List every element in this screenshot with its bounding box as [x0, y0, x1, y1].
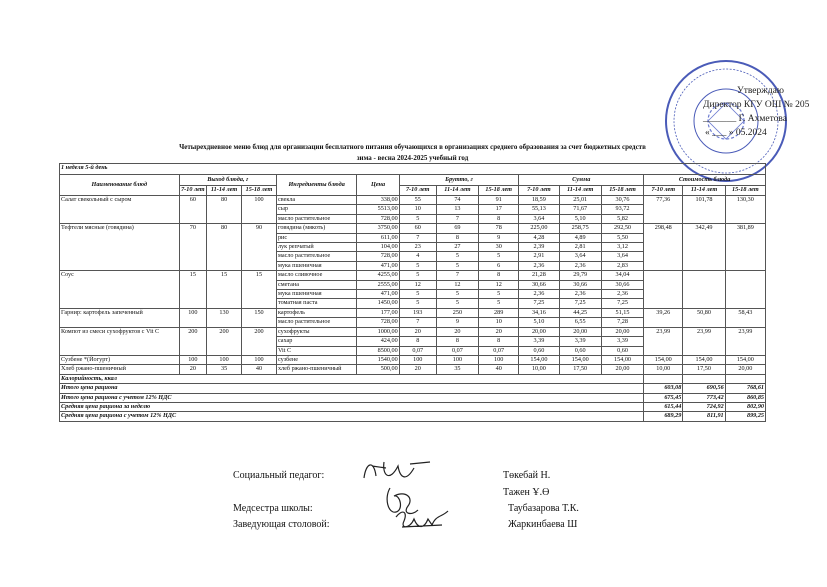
sum-value: 30,66	[601, 280, 643, 289]
dish-cost	[644, 271, 683, 309]
sum-value: 3,12	[601, 243, 643, 252]
sum-value: 29,79	[559, 271, 601, 280]
sum-value: 25,01	[559, 196, 601, 205]
dish-cost: 23,99	[683, 327, 725, 355]
calories-value	[683, 374, 725, 383]
dish-cost: 50,80	[683, 308, 725, 327]
gross-value: 60	[399, 224, 436, 233]
sum-value: 10,00	[519, 365, 559, 374]
name-canteen-head: Жаркинбаева Ш	[508, 519, 578, 530]
gross-value: 7	[399, 233, 436, 242]
gross-value: 193	[399, 308, 436, 317]
sum-value: 34,04	[601, 271, 643, 280]
gross-value: 8	[479, 214, 519, 223]
dish-output: 130	[207, 308, 242, 327]
header-price: Цена	[357, 175, 399, 196]
header-age1: 7-10 лет	[179, 186, 207, 196]
dish-cost: 298,48	[644, 224, 683, 271]
ingredient-name: томатная паста	[276, 299, 356, 308]
sum-value: 154,00	[559, 355, 601, 364]
dish-cost: 130,30	[725, 196, 765, 224]
header-age1: 7-10 лет	[399, 186, 436, 196]
dish-output: 100	[179, 355, 207, 364]
dish-output: 35	[207, 365, 242, 374]
dish-output: 80	[207, 196, 242, 224]
gross-value: 7	[436, 214, 478, 223]
dish-output: 80	[207, 224, 242, 271]
dish-cost: 20,00	[725, 365, 765, 374]
ingredient-price: 471,00	[357, 290, 399, 299]
sum-value: 30,66	[519, 280, 559, 289]
gross-value: 7	[436, 271, 478, 280]
gross-value: 8	[436, 233, 478, 242]
sum-value: 5,82	[601, 214, 643, 223]
gross-value: 13	[436, 205, 478, 214]
sum-value: 2,81	[559, 243, 601, 252]
total-row	[60, 384, 766, 393]
gross-value: 0,07	[436, 346, 478, 355]
name-social-pedagogue: Төкебай Н.	[503, 470, 551, 481]
gross-value: 23	[399, 243, 436, 252]
ingredient-price: 424,00	[357, 337, 399, 346]
ingredient-name: сузбене	[276, 355, 356, 364]
total-label: Средняя цена рациона за неделю	[60, 402, 644, 411]
table-row	[60, 224, 766, 233]
sum-value: 51,15	[601, 308, 643, 317]
sum-value: 30,76	[601, 196, 643, 205]
gross-value: 20	[399, 365, 436, 374]
total-value: 615,44	[644, 402, 683, 411]
gross-value: 5	[436, 252, 478, 261]
calories-label: Калорийность, ккал	[60, 374, 644, 383]
dish-name: Компот из смеси сухофруктов с Vit C	[60, 327, 180, 355]
gross-value: 289	[479, 308, 519, 317]
gross-value: 8	[479, 337, 519, 346]
table-row	[60, 308, 766, 317]
sum-value: 2,36	[559, 261, 601, 270]
header-age2: 11-14 лет	[436, 186, 478, 196]
dish-output: 15	[242, 271, 277, 309]
gross-value: 9	[436, 318, 478, 327]
sum-value: 5,10	[559, 214, 601, 223]
sum-value: 3,64	[519, 214, 559, 223]
ingredient-price: 1000,00	[357, 327, 399, 336]
sum-value: 0,60	[559, 346, 601, 355]
total-label: Итого цена рациона с учетом 12% НДС	[60, 393, 644, 402]
gross-value: 8	[436, 337, 478, 346]
approval-line-1: Утверждаю	[737, 86, 784, 96]
sum-value: 20,00	[519, 327, 559, 336]
gross-value: 5	[399, 261, 436, 270]
ingredient-price: 728,00	[357, 318, 399, 327]
sum-value: 154,00	[519, 355, 559, 364]
document-title	[60, 142, 765, 164]
menu-table	[59, 163, 766, 422]
calories-row	[60, 374, 766, 383]
header-age2: 11-14 лет	[559, 186, 601, 196]
sum-value: 225,00	[519, 224, 559, 233]
gross-value: 20	[399, 327, 436, 336]
dish-cost: 101,78	[683, 196, 725, 224]
ingredient-price: 104,00	[357, 243, 399, 252]
gross-value: 4	[399, 252, 436, 261]
sum-value: 3,39	[559, 337, 601, 346]
name-social-pedagogue-2: Тажен Ұ.Ө	[503, 487, 550, 498]
sum-value: 34,16	[519, 308, 559, 317]
ingredient-price: 2555,00	[357, 280, 399, 289]
ingredient-price: 4255,00	[357, 271, 399, 280]
ingredient-name: масло растительное	[276, 214, 356, 223]
gross-value: 74	[436, 196, 478, 205]
calories-value	[725, 374, 765, 383]
title-line-1: Четырехдневное меню блюд для организации бесплатного питания обучающихся в организациях среднего образования за счет бюджетных средств	[179, 143, 646, 151]
sum-value: 292,50	[601, 224, 643, 233]
sum-value: 7,25	[519, 299, 559, 308]
gross-value: 8	[399, 337, 436, 346]
ingredient-price: 611,00	[357, 233, 399, 242]
ingredient-price: 471,00	[357, 261, 399, 270]
gross-value: 5	[436, 261, 478, 270]
table-row	[60, 271, 766, 280]
sum-value: 2,91	[519, 252, 559, 261]
sum-value: 20,00	[559, 327, 601, 336]
gross-value: 17	[479, 205, 519, 214]
dish-output: 150	[242, 308, 277, 327]
ingredient-name: сыр	[276, 205, 356, 214]
gross-value: 100	[436, 355, 478, 364]
approval-line-2: Директор КГУ ОШ № 205	[703, 100, 810, 110]
sum-value: 20,00	[601, 365, 643, 374]
ingredient-name: Vit C	[276, 346, 356, 355]
sum-value: 3,64	[601, 252, 643, 261]
sum-value: 5,50	[601, 233, 643, 242]
ingredient-name: свекла	[276, 196, 356, 205]
dish-cost: 17,50	[683, 365, 725, 374]
ingredient-name: картофель	[276, 308, 356, 317]
sum-value: 2,36	[601, 290, 643, 299]
gross-value: 0,07	[399, 346, 436, 355]
ingredient-price: 3750,00	[357, 224, 399, 233]
dish-cost: 23,99	[644, 327, 683, 355]
gross-value: 35	[436, 365, 478, 374]
header-age3: 15-18 лет	[601, 186, 643, 196]
table-row	[60, 327, 766, 336]
total-value: 802,90	[725, 402, 765, 411]
gross-value: 5	[399, 299, 436, 308]
dish-output: 100	[242, 355, 277, 364]
title-line-2: зима - весна 2024-2025 учебный год	[356, 154, 469, 162]
gross-value: 12	[399, 280, 436, 289]
header-age3: 15-18 лет	[242, 186, 277, 196]
dish-output: 15	[207, 271, 242, 309]
sum-value: 154,00	[601, 355, 643, 364]
name-school-nurse: Таубазарова Т.К.	[508, 503, 579, 514]
dish-output: 200	[242, 327, 277, 355]
total-value: 689,29	[644, 412, 683, 421]
dish-cost: 23,99	[725, 327, 765, 355]
gross-value: 10	[399, 205, 436, 214]
sum-value: 55,13	[519, 205, 559, 214]
sum-value: 4,28	[519, 233, 559, 242]
ingredient-name: масло растительное	[276, 318, 356, 327]
role-social-pedagogue: Социальный педагог:	[233, 470, 325, 481]
total-value: 768,61	[725, 384, 765, 393]
header-dish: Наименование блюд	[60, 175, 180, 196]
dish-cost: 10,00	[644, 365, 683, 374]
ingredient-name: сухофрукты	[276, 327, 356, 336]
week-label: 1 неделя 5-й день	[60, 164, 766, 175]
dish-output: 200	[179, 327, 207, 355]
dish-cost: 342,49	[683, 224, 725, 271]
ingredient-name: рис	[276, 233, 356, 242]
dish-output: 40	[242, 365, 277, 374]
approval-block	[703, 84, 823, 140]
ingredient-name: хлеб ржано-пшеничный	[276, 365, 356, 374]
approval-line-4: « ___ » 05.2024	[705, 128, 767, 138]
sum-value: 20,00	[601, 327, 643, 336]
dish-output: 60	[179, 196, 207, 224]
sum-value: 17,50	[559, 365, 601, 374]
header-age3: 15-18 лет	[479, 186, 519, 196]
gross-value: 5	[399, 271, 436, 280]
gross-value: 100	[479, 355, 519, 364]
gross-value: 5	[479, 299, 519, 308]
ingredient-name: лук репчатый	[276, 243, 356, 252]
dish-cost: 381,89	[725, 224, 765, 271]
gross-value: 30	[479, 243, 519, 252]
gross-value: 9	[479, 233, 519, 242]
gross-value: 78	[479, 224, 519, 233]
sum-value: 6,55	[559, 318, 601, 327]
ingredient-price: 728,00	[357, 214, 399, 223]
header-sum: Сумма	[519, 175, 644, 186]
role-canteen-head: Заведующая столовой:	[233, 519, 330, 530]
header-output: Выход блюда, г	[179, 175, 276, 186]
dish-output: 20	[179, 365, 207, 374]
ingredient-name: мука пшеничная	[276, 290, 356, 299]
calories-value	[644, 374, 683, 383]
dish-output: 100	[242, 196, 277, 224]
gross-value: 5	[436, 299, 478, 308]
dish-name: Хлеб ржано-пшеничный	[60, 365, 180, 374]
ingredient-name: сахар	[276, 337, 356, 346]
total-value: 724,92	[683, 402, 725, 411]
sum-value: 3,64	[559, 252, 601, 261]
gross-value: 5	[436, 290, 478, 299]
dish-cost: 77,36	[644, 196, 683, 224]
ingredient-name: мука пшеничная	[276, 261, 356, 270]
gross-value: 69	[436, 224, 478, 233]
dish-cost: 154,00	[683, 355, 725, 364]
sum-value: 3,39	[519, 337, 559, 346]
ingredient-price: 500,00	[357, 365, 399, 374]
total-value: 773,42	[683, 393, 725, 402]
ingredient-name: масло сливочное	[276, 271, 356, 280]
dish-cost	[683, 271, 725, 309]
total-value: 690,56	[683, 384, 725, 393]
gross-value: 55	[399, 196, 436, 205]
gross-value: 0,07	[479, 346, 519, 355]
gross-value: 91	[479, 196, 519, 205]
header-age1: 7-10 лет	[644, 186, 683, 196]
gross-value: 12	[436, 280, 478, 289]
total-row	[60, 393, 766, 402]
dish-output: 200	[207, 327, 242, 355]
total-value: 899,25	[725, 412, 765, 421]
ingredient-price: 8500,00	[357, 346, 399, 355]
dish-name: Сузбене *(Йогурт)	[60, 355, 180, 364]
approval-line-3: _______ Г. Ахметова	[703, 114, 787, 124]
sum-value: 30,66	[559, 280, 601, 289]
dish-cost	[725, 271, 765, 309]
sum-value: 258,75	[559, 224, 601, 233]
gross-value: 5	[479, 252, 519, 261]
header-row	[60, 175, 766, 186]
sum-value: 7,28	[601, 318, 643, 327]
sum-value: 2,39	[519, 243, 559, 252]
ingredient-price: 1540,00	[357, 355, 399, 364]
gross-value: 250	[436, 308, 478, 317]
header-gross: Брутто, г	[399, 175, 519, 186]
total-row	[60, 402, 766, 411]
total-row	[60, 412, 766, 421]
ingredient-name: сметана	[276, 280, 356, 289]
gross-value: 5	[399, 290, 436, 299]
sum-value: 21,28	[519, 271, 559, 280]
header-age2: 11-14 лет	[683, 186, 725, 196]
dish-cost: 154,00	[725, 355, 765, 364]
total-value: 603,08	[644, 384, 683, 393]
ingredient-name: масло растительное	[276, 252, 356, 261]
gross-value: 20	[479, 327, 519, 336]
gross-value: 10	[479, 318, 519, 327]
total-value: 860,85	[725, 393, 765, 402]
sum-value: 18,59	[519, 196, 559, 205]
sum-value: 2,36	[519, 261, 559, 270]
dish-cost: 154,00	[644, 355, 683, 364]
gross-value: 6	[479, 261, 519, 270]
dish-cost: 58,43	[725, 308, 765, 327]
dish-name: Гарнир: картофель запеченный	[60, 308, 180, 327]
sum-value: 2,83	[601, 261, 643, 270]
dish-output: 15	[179, 271, 207, 309]
total-value: 811,91	[683, 412, 725, 421]
ingredient-name: говядина (мякоть)	[276, 224, 356, 233]
sum-value: 3,39	[601, 337, 643, 346]
gross-value: 20	[436, 327, 478, 336]
sum-value: 2,36	[559, 290, 601, 299]
gross-value: 100	[399, 355, 436, 364]
ingredient-price: 728,00	[357, 252, 399, 261]
table-row	[60, 365, 766, 374]
ingredient-price: 5513,00	[357, 205, 399, 214]
header-age3: 15-18 лет	[725, 186, 765, 196]
dish-output: 100	[207, 355, 242, 364]
role-school-nurse: Медсестра школы:	[233, 503, 313, 514]
sum-value: 0,60	[601, 346, 643, 355]
week-row	[60, 164, 766, 175]
gross-value: 27	[436, 243, 478, 252]
header-age2: 11-14 лет	[207, 186, 242, 196]
ingredient-price: 1450,00	[357, 299, 399, 308]
sum-value: 7,25	[601, 299, 643, 308]
gross-value: 40	[479, 365, 519, 374]
dish-output: 100	[179, 308, 207, 327]
signature-3	[392, 507, 452, 533]
dish-cost: 39,26	[644, 308, 683, 327]
ingredient-price: 177,00	[357, 308, 399, 317]
sum-value: 5,10	[519, 318, 559, 327]
gross-value: 8	[479, 271, 519, 280]
header-ingredients: Ингредиенты блюда	[276, 175, 356, 196]
sum-value: 93,72	[601, 205, 643, 214]
total-label: Итого цена рациона	[60, 384, 644, 393]
dish-name: Салат свекольный с сыром	[60, 196, 180, 224]
header-age1: 7-10 лет	[519, 186, 559, 196]
sum-value: 4,89	[559, 233, 601, 242]
total-label: Средняя цена рациона с учетом 12% НДС	[60, 412, 644, 421]
gross-value: 12	[479, 280, 519, 289]
sum-value: 44,25	[559, 308, 601, 317]
gross-value: 7	[399, 318, 436, 327]
total-value: 675,45	[644, 393, 683, 402]
dish-output: 90	[242, 224, 277, 271]
gross-value: 5	[479, 290, 519, 299]
table-row	[60, 355, 766, 364]
gross-value: 5	[399, 214, 436, 223]
sum-value: 71,67	[559, 205, 601, 214]
dish-output: 70	[179, 224, 207, 271]
table-row	[60, 196, 766, 205]
sum-value: 2,36	[519, 290, 559, 299]
ingredient-price: 338,00	[357, 196, 399, 205]
dish-name: Соус	[60, 271, 180, 309]
header-cost: Стоимость блюда	[644, 175, 766, 186]
sum-value: 0,60	[519, 346, 559, 355]
dish-name: Тефтели мясные (говядина)	[60, 224, 180, 271]
sum-value: 7,25	[559, 299, 601, 308]
